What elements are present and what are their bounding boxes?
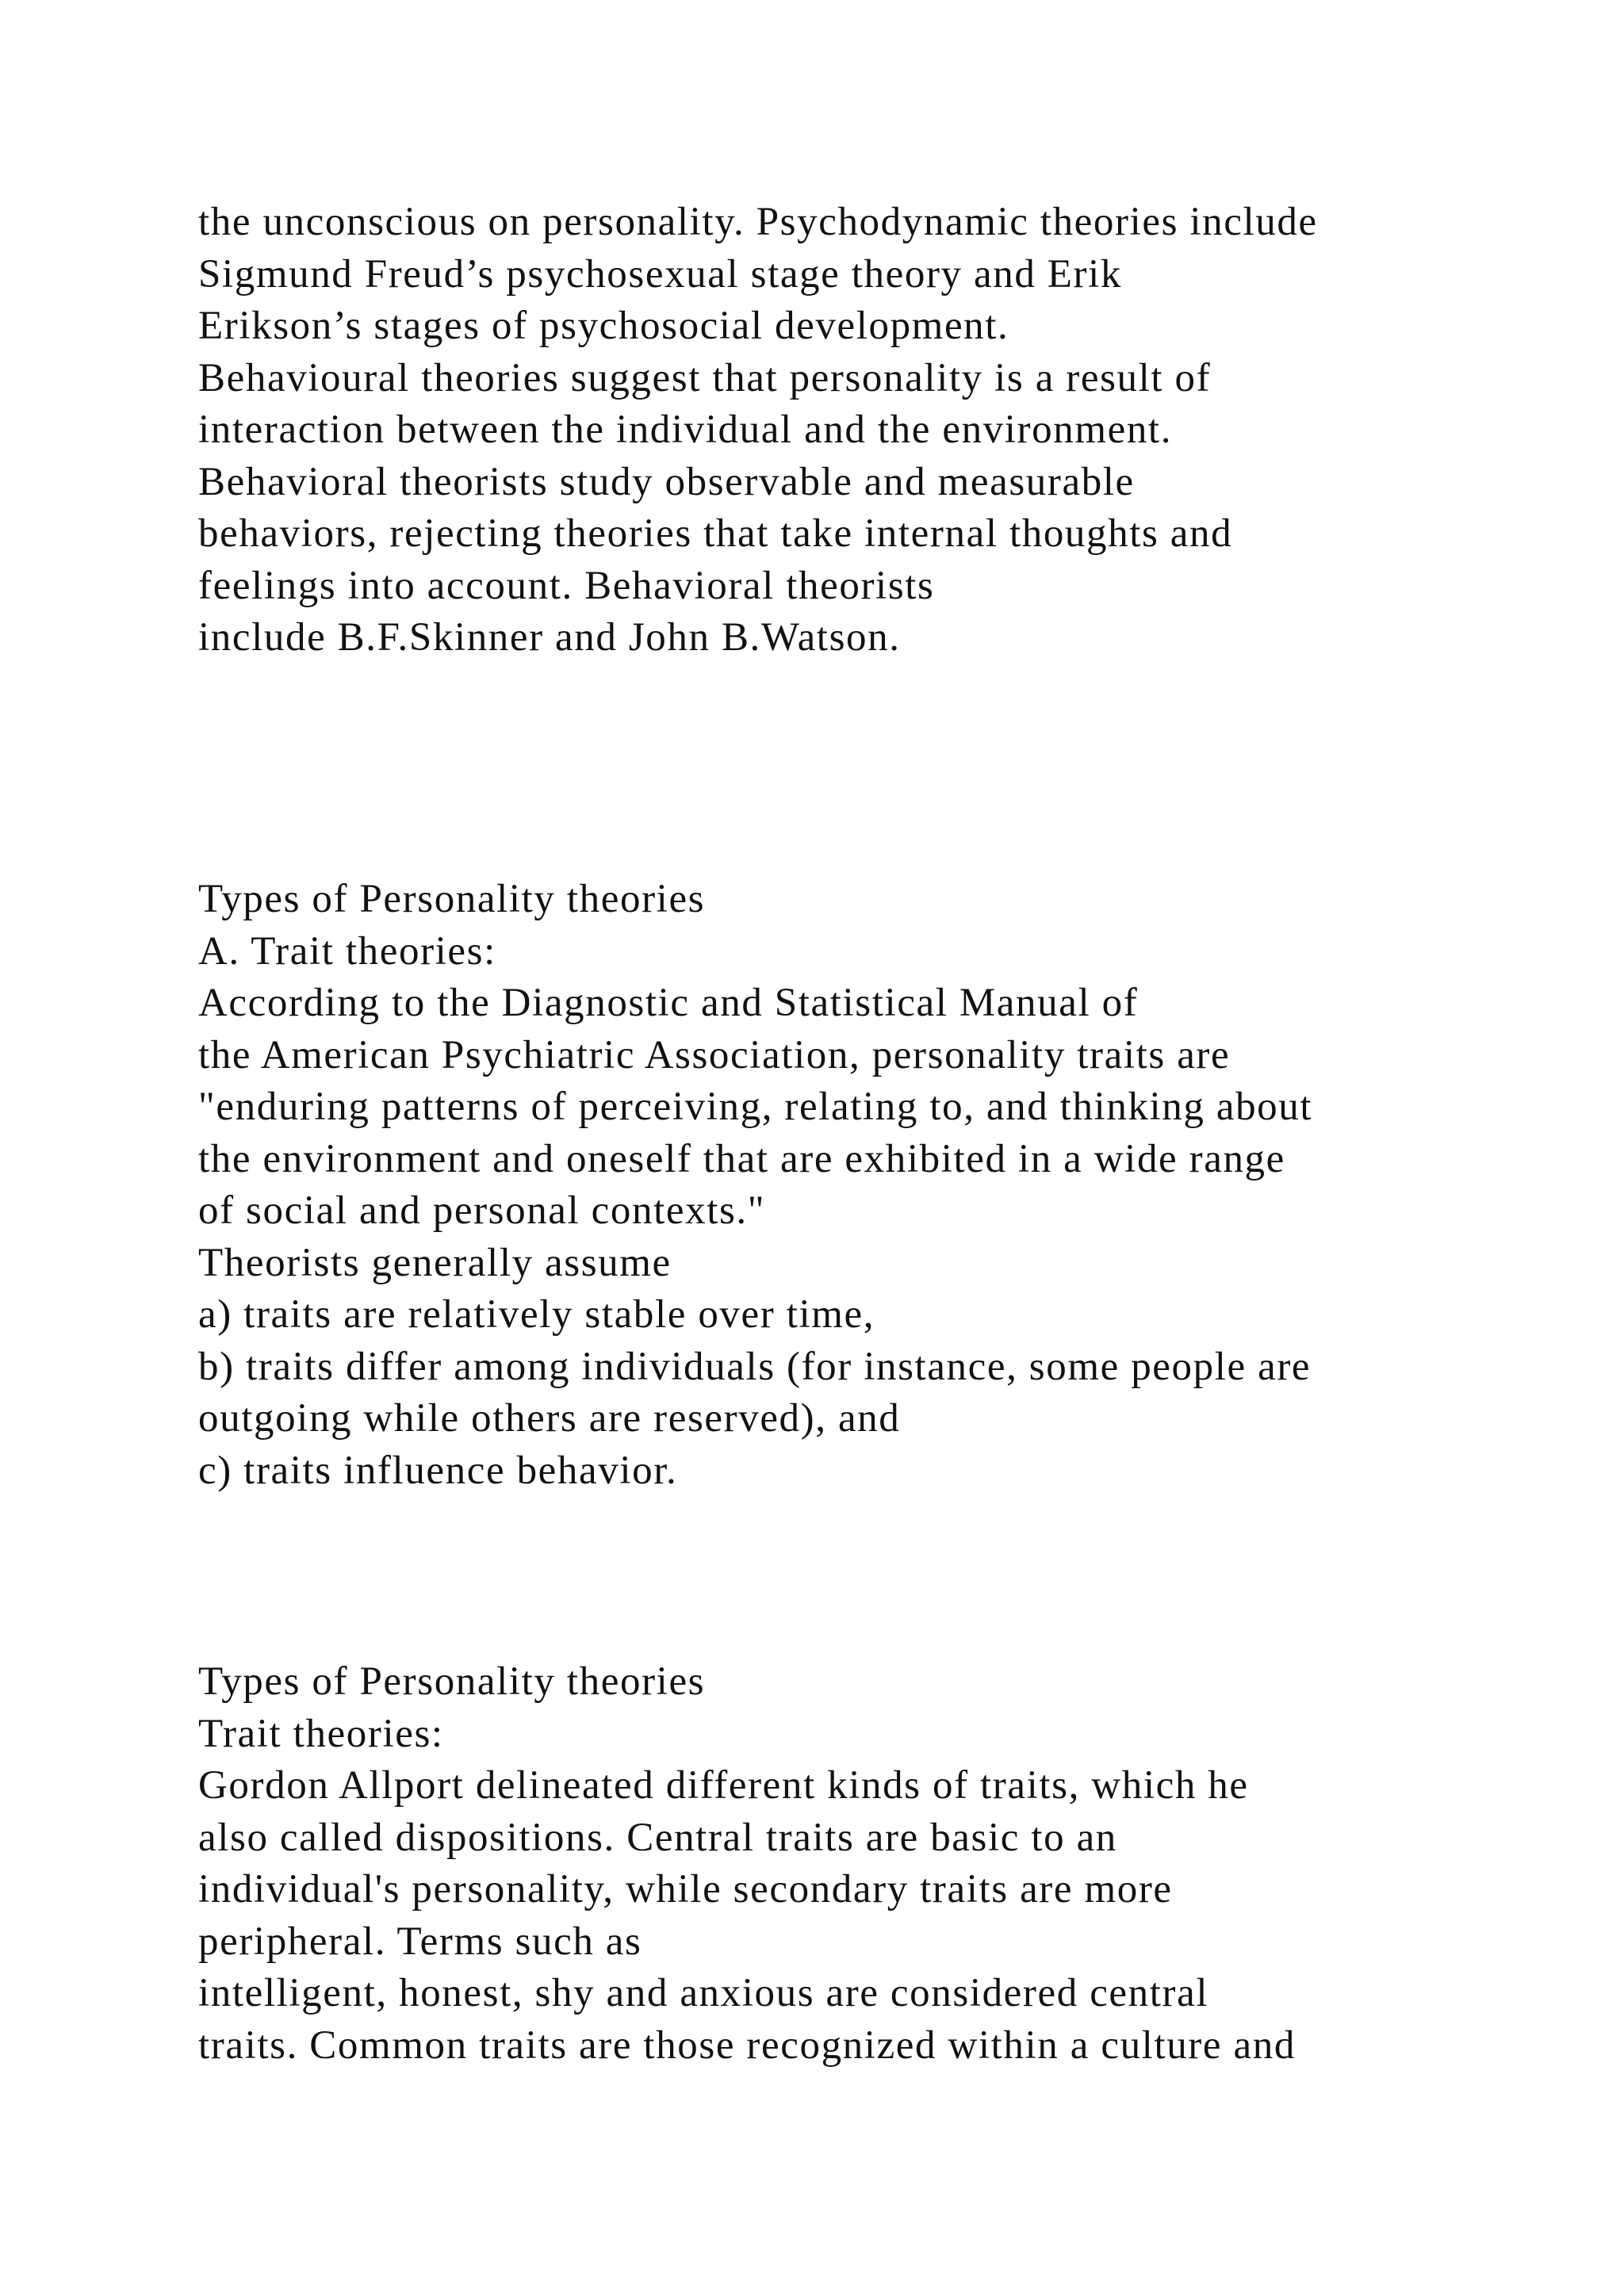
text-line: intelligent, honest, shy and anxious are considered central (198, 1971, 1209, 2015)
text-line: behaviors, rejecting theories that take internal thoughts and (198, 511, 1233, 556)
text-line: Behavioural theories suggest that personality is a result of (198, 355, 1212, 400)
text-line: According to the Diagnostic and Statistical Manual of (198, 981, 1139, 1025)
text-line: Erikson’s stages of psychosocial development. (198, 304, 1009, 348)
text-line: interaction between the individual and the environment. (198, 408, 1173, 452)
text-line: the American Psychiatric Association, personality traits are (198, 1032, 1231, 1077)
text-line: feelings into account. Behavioral theorists (198, 563, 935, 608)
text-line: traits. Common traits are those recognized within a culture and (198, 2022, 1296, 2068)
text-line: include B.F.Skinner and John B.Watson. (198, 615, 901, 660)
subsection-heading: Trait theories: (198, 1711, 444, 1756)
text-line: Theorists generally assume (198, 1240, 672, 1285)
text-line: also called dispositions. Central traits are basic to an (198, 1815, 1117, 1860)
subsection-heading: A. Trait theories: (198, 928, 496, 974)
section-heading: Types of Personality theories (198, 877, 706, 921)
text-line: "enduring patterns of perceiving, relating to, and thinking about (198, 1085, 1313, 1129)
text-line: individual's personality, while secondary traits are more (198, 1867, 1173, 1911)
text-line: Behavioral theorists study observable and measurable (198, 459, 1135, 504)
paragraph-theories-overview (198, 197, 1546, 664)
section-heading: Types of Personality theories (198, 1659, 706, 1704)
list-item: a) traits are relatively stable over time, (198, 1292, 875, 1337)
text-line: of social and personal contexts." (198, 1188, 766, 1233)
text-line: the environment and oneself that are exhibited in a wide range (198, 1136, 1285, 1181)
section-trait-theories-allport (198, 1656, 1546, 2072)
list-item: b) traits differ among individuals (for instance, some people are (198, 1344, 1312, 1389)
text-line: outgoing while others are reserved), and (198, 1396, 901, 1441)
text-line: Sigmund Freud’s psychosexual stage theory and Erik (198, 251, 1122, 297)
list-item: c) traits influence behavior. (198, 1448, 678, 1493)
text-line: the unconscious on personality. Psychodynamic theories include (198, 200, 1318, 244)
text-line: Gordon Allport delineated different kinds of traits, which he (198, 1763, 1249, 1808)
section-trait-theories-a (198, 874, 1546, 1497)
text-line: peripheral. Terms such as (198, 1919, 642, 1964)
